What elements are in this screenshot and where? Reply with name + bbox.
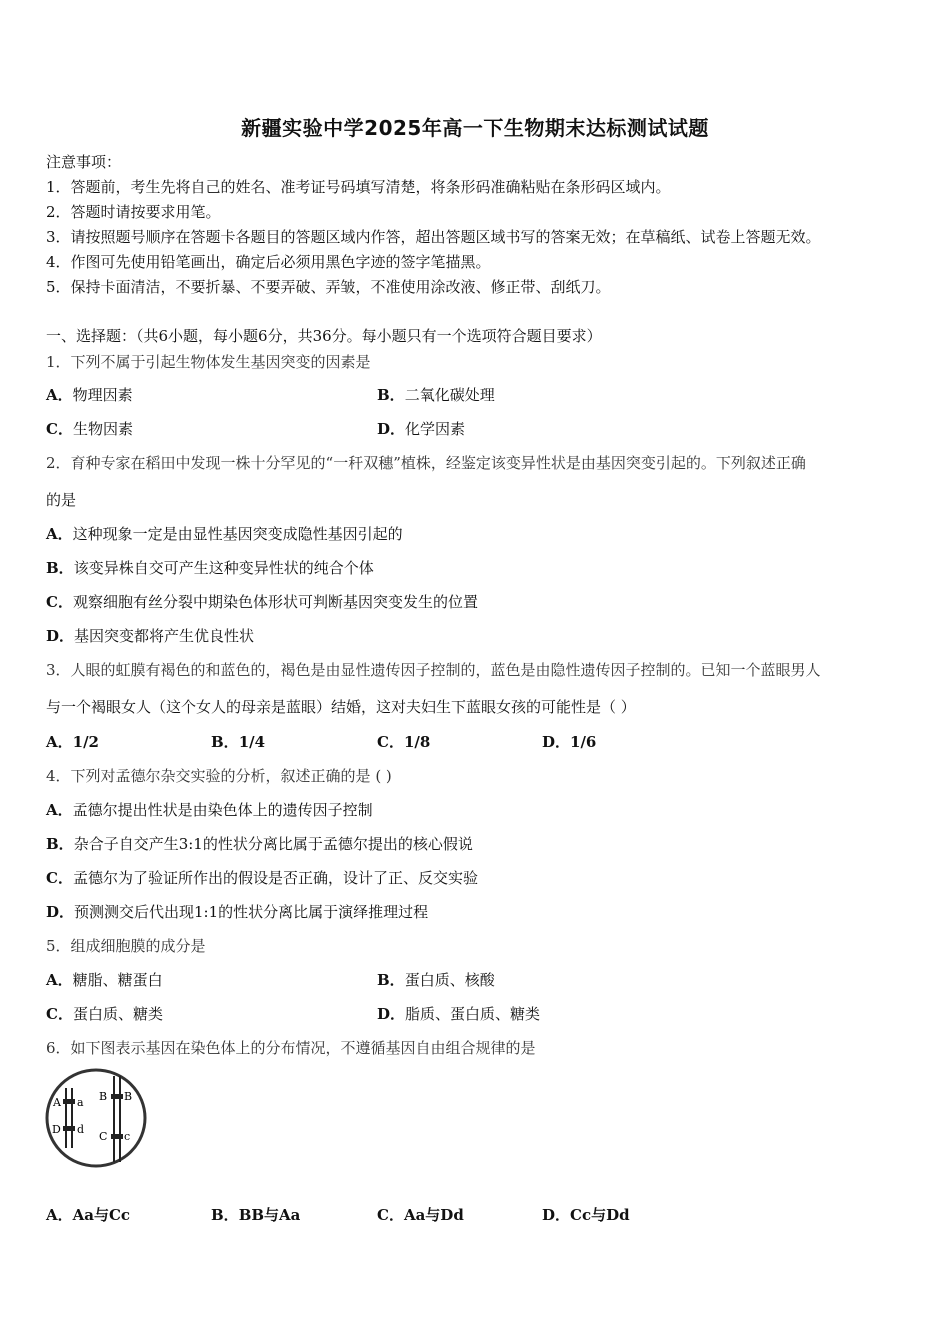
option-letter: A． (46, 971, 73, 989)
option-letter: C． (377, 1206, 404, 1224)
option-text: 该变异株自交可产生这种变异性状的纯合个体 (73, 559, 374, 577)
option-text: 1/8 (403, 733, 431, 751)
question-2-option-b (46, 558, 374, 578)
option-text: 化学因素 (405, 420, 466, 438)
option-letter: A． (46, 525, 73, 543)
option-text: 孟德尔为了验证所作出的假设是否正确，设计了正、反交实验 (72, 869, 478, 887)
option-letter: B． (211, 733, 239, 751)
question-6-option-b (211, 1205, 300, 1225)
option-text: 脂质、蛋白质、糖类 (405, 1005, 541, 1023)
option-text: Cc与Dd (570, 1206, 630, 1224)
gene-label: D (52, 1123, 61, 1136)
section-heading: 一、选择题：（共6小题，每小题6分，共36分。每小题只有一个选项符合题目要求） (46, 327, 602, 345)
question-3-option-b (211, 732, 265, 752)
option-text: 糖脂、糖蛋白 (72, 971, 163, 989)
notice-item-1: 1．答题前，考生先将自己的姓名、准考证号码填写清楚，将条形码准确粘贴在条形码区域内。 (46, 178, 671, 196)
question-5-stem: 5．组成细胞膜的成分是 (46, 937, 206, 955)
question-1-stem: 1．下列不属于引起生物体发生基因突变的因素是 (46, 353, 371, 371)
option-text: 1/4 (238, 733, 266, 751)
question-4-option-c (46, 868, 478, 888)
option-letter: C． (377, 733, 404, 751)
question-6-option-d (542, 1205, 630, 1225)
option-letter: C． (46, 1005, 73, 1023)
option-letter: D． (542, 1206, 571, 1224)
option-text: 观察细胞有丝分裂中期染色体形状可判断基因突变发生的位置 (72, 593, 478, 611)
page-title: 新疆实验中学2025年高一下生物期末达标测试试题 (241, 116, 709, 140)
option-text: 这种现象一定是由显性基因突变成隐性基因引起的 (72, 525, 403, 543)
gene-label: A (53, 1096, 61, 1109)
option-letter: A． (46, 733, 73, 751)
gene-label: B (124, 1090, 133, 1103)
gene-band (111, 1134, 123, 1139)
option-letter: C． (46, 420, 73, 438)
option-letter: D． (377, 1005, 406, 1023)
gene-band (63, 1126, 75, 1131)
question-1-option-c (46, 419, 133, 439)
option-text: 1/2 (72, 733, 99, 751)
question-1-option-b (377, 385, 495, 405)
option-text: 孟德尔提出性状是由染色体上的遗传因子控制 (72, 801, 373, 819)
option-text: 基因突变都将产生优良性状 (74, 627, 255, 645)
chromosome-figure (44, 1066, 150, 1170)
option-letter: B． (46, 835, 74, 853)
question-3-option-d (542, 732, 596, 752)
question-3-option-a (46, 732, 99, 752)
option-letter: D． (542, 733, 571, 751)
question-3-option-c (377, 732, 430, 752)
option-text: BB与Aa (238, 1206, 301, 1224)
option-text: 蛋白质、糖类 (72, 1005, 163, 1023)
question-5-option-d (377, 1004, 540, 1024)
cell-outline (47, 1070, 145, 1166)
option-letter: D． (377, 420, 406, 438)
option-letter: B． (211, 1206, 239, 1224)
notice-heading: 注意事项： (46, 153, 122, 171)
option-letter: B． (377, 386, 405, 404)
option-letter: C． (46, 593, 73, 611)
option-text: 1/6 (570, 733, 597, 751)
gene-label: C (99, 1130, 108, 1143)
option-letter: A． (46, 1206, 73, 1224)
question-4-option-a (46, 800, 373, 820)
option-letter: A． (46, 801, 73, 819)
gene-label: d (77, 1123, 85, 1136)
question-2-option-c (46, 592, 478, 612)
option-text: 物理因素 (72, 386, 133, 404)
notice-item-3: 3．请按照题号顺序在答题卡各题目的答题区域内作答，超出答题区域书写的答案无效；在草稿纸、试卷上答题无效。 (46, 228, 821, 246)
question-2-option-a (46, 524, 403, 544)
question-6-stem: 6．如下图表示基因在染色体上的分布情况，不遵循基因自由组合规律的是 (46, 1039, 536, 1057)
question-4-stem: 4．下列对孟德尔杂交实验的分析，叙述正确的是 ( ) (46, 767, 392, 785)
gene-label: a (77, 1096, 84, 1109)
question-6-option-c (377, 1205, 464, 1225)
question-4-option-b (46, 834, 473, 854)
question-4-option-d (46, 902, 428, 922)
question-5-option-a (46, 970, 163, 990)
option-letter: C． (46, 869, 73, 887)
question-1-option-d (377, 419, 465, 439)
option-text: 预测测交后代出现1:1的性状分离比属于演绎推理过程 (74, 903, 429, 921)
notice-item-4: 4．作图可先使用铅笔画出，确定后必须用黑色字迹的签字笔描黑。 (46, 253, 491, 271)
chromosome-diagram (44, 1066, 150, 1170)
option-text: 生物因素 (72, 420, 133, 438)
question-5-option-b (377, 970, 495, 990)
option-letter: A． (46, 386, 73, 404)
option-text: 蛋白质、核酸 (404, 971, 495, 989)
option-text: 杂合子自交产生3:1的性状分离比属于孟德尔提出的核心假说 (73, 835, 473, 853)
question-6-option-a (46, 1205, 130, 1225)
question-2-stem-line-1: 2．育种专家在稻田中发现一株十分罕见的“一秆双穗”植株，经鉴定该变异性状是由基因突变引起的。下列叙述正确 (46, 454, 806, 472)
gene-label: c (124, 1130, 131, 1143)
question-3-stem-line-2: 与一个褐眼女人（这个女人的母亲是蓝眼）结婚，这对夫妇生下蓝眼女孩的可能性是（ ） (46, 698, 636, 716)
notice-item-2: 2．答题时请按要求用笔。 (46, 203, 221, 221)
question-5-option-c (46, 1004, 163, 1024)
gene-band (111, 1094, 123, 1099)
option-letter: B． (377, 971, 405, 989)
option-text: 二氧化碳处理 (404, 386, 495, 404)
option-letter: B． (46, 559, 74, 577)
option-text: Aa与Dd (403, 1206, 464, 1224)
notice-item-5: 5．保持卡面清洁，不要折暴、不要弄破、弄皱，不准使用涂改液、修正带、刮纸刀。 (46, 278, 611, 296)
option-letter: D． (46, 627, 75, 645)
question-2-stem-line-2: 的是 (46, 491, 77, 509)
gene-band (63, 1099, 75, 1104)
option-text: Aa与Cc (72, 1206, 131, 1224)
option-letter: D． (46, 903, 75, 921)
question-1-option-a (46, 385, 133, 405)
question-3-stem-line-1: 3．人眼的虹膜有褐色的和蓝色的，褐色是由显性遗传因子控制的，蓝色是由隐性遗传因子控制的。已知一个蓝眼男人 (46, 661, 821, 679)
question-2-option-d (46, 626, 254, 646)
gene-label: B (99, 1090, 108, 1103)
